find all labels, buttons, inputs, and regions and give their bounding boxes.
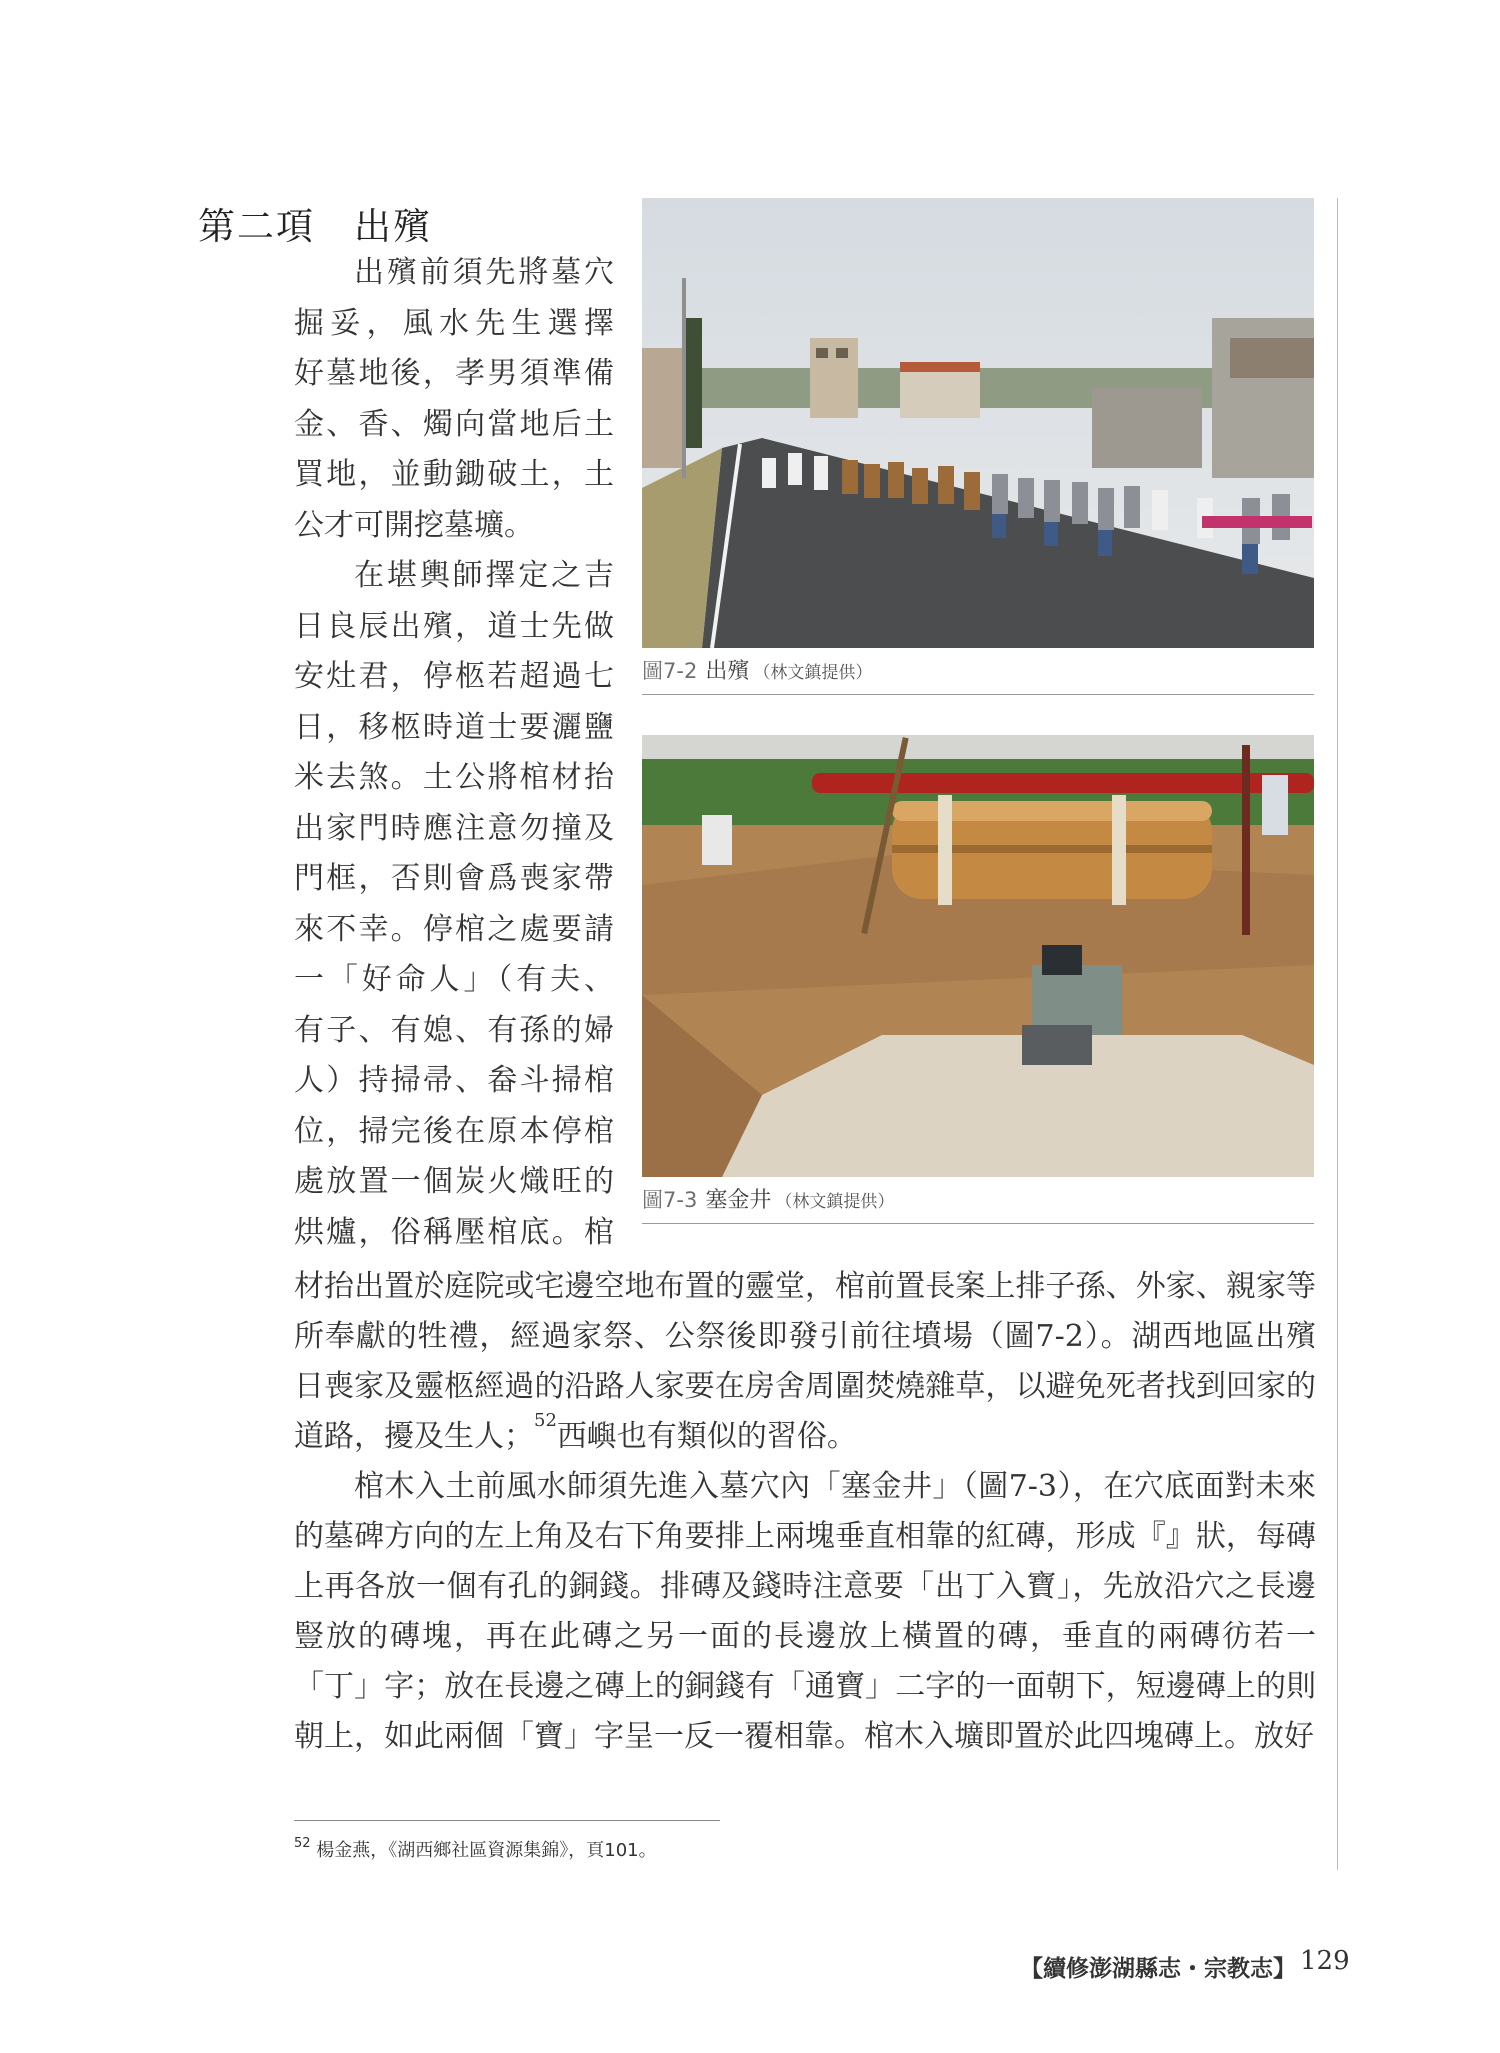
footnote-divider [294, 1820, 720, 1821]
text-line: 烘爐，俗稱壓棺底。棺 [294, 1214, 614, 1250]
column-divider [1337, 198, 1338, 1870]
text-line: 在堪輿師擇定之吉 [354, 558, 614, 593]
grave-photo [642, 735, 1314, 1177]
text-line: 日，移柩時道士要灑鹽 [294, 709, 614, 745]
narrow-text-column [294, 248, 614, 1258]
text-line: 買地，並動鋤破土，土 [294, 457, 614, 492]
text-line: 處放置一個炭火熾旺的 [294, 1164, 614, 1199]
paragraph [294, 1262, 1316, 1462]
procession-photo [642, 198, 1314, 648]
text-line: 公才可開挖墓壙。 [294, 507, 534, 543]
text-line: 人）持掃帚、畚斗掃棺 [294, 1063, 614, 1098]
text-line: 位，掃完後在原本停棺 [294, 1113, 614, 1149]
text-line: 出殯前須先將墓穴 [354, 255, 614, 290]
paragraph-text: 材抬出置於庭院或宅邊空地布置的靈堂，棺前置長案上排子孫、外家、親家等所奉獻的牲禮，經過家祭、公祭後即發引前往墳場（圖7-2）。湖西地區出殯日喪家及靈柩經過的沿路人家要在房舍周圍焚燒雜草，以避免死者找到回家的道路，擾及生人； [294, 1269, 1316, 1454]
paragraph-text: 西嶼也有類似的習俗。 [556, 1419, 857, 1454]
text-line: 來不幸。停棺之處要請 [294, 911, 614, 947]
text-line: 金、香、燭向當地后土 [294, 406, 614, 442]
text-line: 好墓地後，孝男須準備 [294, 356, 614, 391]
procession-illustration [642, 198, 1314, 648]
footnote-marker: 52 [294, 1836, 311, 1851]
figure-caption-grave [642, 1177, 1314, 1224]
figure-number: 圖7-2 [642, 659, 698, 683]
footnote-text: 楊金燕，《湖西鄉社區資源集錦》，頁101。 [310, 1840, 657, 1861]
text-line: 米去煞。土公將棺材抬 [294, 760, 614, 795]
text-line: 出家門時應注意勿撞及 [294, 810, 614, 846]
figure-caption-procession [642, 648, 1314, 695]
running-footer: 【續修澎湖縣志・宗教志】 [1020, 1955, 1296, 1982]
section-heading: 第二項 出殯 [198, 205, 432, 248]
figure-number: 圖7-3 [642, 1188, 698, 1212]
footnote [294, 1836, 657, 1862]
text-line: 一「好命人」（有夫、 [294, 962, 614, 997]
text-line: 有子、有媳、有孫的婦 [294, 1012, 614, 1048]
footnote-reference: 52 [534, 1410, 557, 1431]
text-line: 掘妥，風水先生選擇 [294, 305, 614, 341]
text-line: 安灶君，停柩若超過七 [294, 659, 614, 694]
figure-credit: （林文鎮提供） [753, 663, 873, 683]
figure-title: 出殯 [705, 659, 750, 684]
text-line: 門框，否則會爲喪家帶 [294, 861, 614, 896]
wide-text-column [294, 1262, 1316, 1762]
text-line: 日良辰出殯，道士先做 [294, 608, 614, 644]
figure-title: 塞金井 [705, 1188, 772, 1213]
figure-procession [642, 198, 1314, 695]
figure-credit: （林文鎮提供） [775, 1192, 895, 1212]
paragraph: 棺木入土前風水師須先進入墓穴內「塞金井」（圖7-3），在穴底面對未來的墓碑方向的左上角及右下角要排上兩塊垂直相靠的紅磚，形成『』狀，每磚上再各放一個有孔的銅錢。排磚及錢時注意要「出丁入寶」，先放沿穴之長邊豎放的磚塊，再在此磚之另一面的長邊放上橫置的磚，垂直的兩磚彷若一「丁」字；放在長邊之磚上的銅錢有「通寶」二字的一面朝下，短邊磚上的則朝上，如此兩個「寶」字呈一反一覆相靠。棺木入壙即置於此四塊磚上。放好 [294, 1469, 1316, 1754]
figure-grave [642, 735, 1314, 1224]
grave-illustration [642, 735, 1314, 1177]
page-number: 129 [1300, 1946, 1350, 1976]
